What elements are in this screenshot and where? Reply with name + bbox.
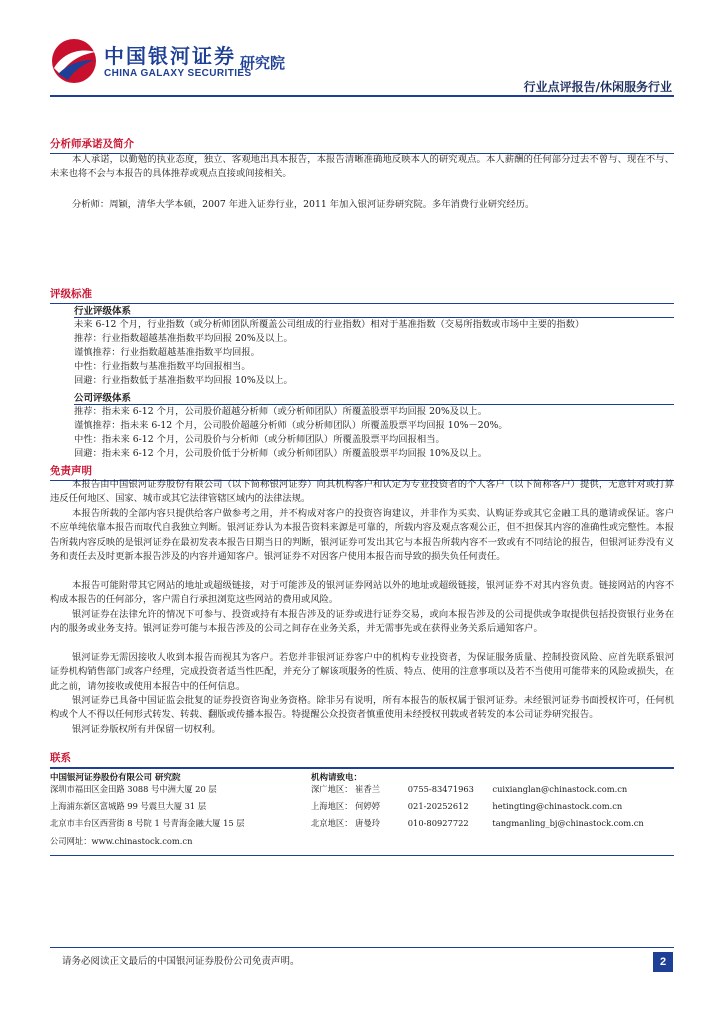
brand-institute: 研究院 xyxy=(240,54,286,72)
rating-heading: 评级标准 xyxy=(50,286,674,304)
analyst-commitment: 本人承诺，以勤勉的执业态度，独立、客观地出具本报告，本报告清晰准确地反映本人的研究观点。本人薪酬的任何部分过去不曾与、现在不与、未来也将不会与本报告的具体推荐或观点直接或间接相关。 xyxy=(50,154,674,180)
brand-name-cn: 中国银河证券 xyxy=(104,44,236,68)
disclaimer-paragraph: 本报告所载的全部内容只提供给客户做参考之用，并不构成对客户的投资咨询建议，并非作为买卖、认购证券或其它金融工具的邀请或保证。客户不应单纯依靠本报告而取代自我独立判断。银河证券认为本报告资料来源是可靠的，所载内容及观点客观公正，但不担保其内容的准确性或完整性。本报告所载内容反映的是银河证券在最初发表本报告日期当日的判断，银河证券可发出其它与本报告所载内容不一致或有不同结论的报告，但银河证券没有义务和责任去及时更新本报告涉及的内容并通知客户。银河证券不对因客户使用本报告而导致的损失负任何责任。 xyxy=(50,508,674,562)
industry-rating-row: 回避：行业指数低于基准指数平均回报 10%及以上。 xyxy=(74,375,293,386)
industry-rating-row: 中性：行业指数与基准指数平均回报相当。 xyxy=(74,361,251,372)
contact-address: 北京市丰台区西营街 8 号院 1 号青海金融大厦 15 层 xyxy=(50,818,245,828)
company-rating-row: 推荐：指未来 6-12 个月，公司股价超越分析师（或分析师团队）所覆盖股票平均回报 20%及以上。 xyxy=(74,406,487,417)
contact-email[interactable]: cuixianglan@chinastock.com.cn xyxy=(492,784,628,794)
region-label: 上海地区： xyxy=(311,801,353,811)
contact-email[interactable]: tangmanling_bj@chinastock.com.cn xyxy=(492,818,644,828)
header-divider xyxy=(50,95,674,97)
institution-contact-title: 机构请致电： xyxy=(311,773,363,783)
company-rating-title: 公司评级体系 xyxy=(74,393,132,404)
industry-rating-row: 推荐：行业指数超越基准指数平均回报 20%及以上。 xyxy=(74,333,293,344)
company-rating-row: 中性：指未来 6-12 个月，公司股价与分析师（或分析师团队）所覆盖股票平均回报相当。 xyxy=(74,434,445,445)
industry-rating-title: 行业评级体系 xyxy=(74,306,132,317)
contact-region-row xyxy=(311,781,627,798)
contact-region-row xyxy=(311,815,644,832)
disclaimer-paragraph: 本报告可能附带其它网站的地址或超级链接，对于可能涉及的银河证券网站以外的地址或超级链接，银河证券不对其内容负责。链接网站的内容不构成本报告的任何部分，客户需自行承担浏览这些网站的费用或风险。 xyxy=(50,580,674,606)
industry-rating-row: 谨慎推荐：行业指数超越基准指数平均回报。 xyxy=(74,347,260,358)
contact-phone: 010-80927722 xyxy=(407,818,469,828)
contact-region-row xyxy=(311,798,622,815)
company-rating-row: 谨慎推荐：指未来 6-12 个月，公司股价超越分析师（或分析师团队）所覆盖股票平均回报 10%－20%。 xyxy=(74,420,508,431)
disclaimer-paragraph: 银河证券在法律允许的情况下可参与、投资或持有本报告涉及的证券或进行证券交易，或向本报告涉及的公司提供或争取提供包括投资银行业务在内的服务或业务支持。银河证券可能与本报告涉及的公司之间存在业务关系，并无需事先或在获得业务关系后通知客户。 xyxy=(50,609,674,635)
contact-name: 崔香兰 xyxy=(355,784,381,794)
region-label: 深广地区： xyxy=(311,784,353,794)
company-rating-row: 回避：指未来 6-12 个月，公司股价低于分析师（或分析师团队）所覆盖股票平均回报 10%及以上。 xyxy=(74,448,487,459)
contact-phone: 0755-83471963 xyxy=(407,784,474,794)
report-type: 行业点评报告/休闲服务行业 xyxy=(523,80,672,94)
disclaimer-paragraph: 银河证券版权所有并保留一切权利。 xyxy=(72,724,221,735)
company-website[interactable]: 公司网址：www.chinastock.com.cn xyxy=(50,836,193,846)
contact-name: 何婷婷 xyxy=(355,801,381,811)
contact-heading: 联系 xyxy=(50,750,674,768)
brand-name-en: CHINA GALAXY SECURITIES xyxy=(104,68,252,79)
industry-rating-row: 未来 6-12 个月，行业指数（或分析师团队所覆盖公司组成的行业指数）相对于基准指数（交易所指数或市场中主要的指数） xyxy=(74,319,585,330)
contact-email[interactable]: hetingting@chinastock.com.cn xyxy=(492,801,623,811)
contact-phone: 021-20252612 xyxy=(407,801,469,811)
analyst-heading: 分析师承诺及简介 xyxy=(50,136,674,154)
disclaimer-paragraph: 本报告由中国银河证券股份有限公司（以下简称银河证券）向其机构客户和认定为专业投资者的个人客户（以下简称客户）提供，无意针对或打算违反任何地区、国家、城市或其它法律管辖区域内的法律法规。 xyxy=(50,479,674,505)
analyst-bio: 分析师：周颖，清华大学本硕，2007 年进入证券行业，2011 年加入银河证券研究院。多年消费行业研究经历。 xyxy=(72,199,535,210)
contact-address: 上海浦东新区富城路 99 号震旦大厦 31 层 xyxy=(50,801,207,811)
footer-notice: 请务必阅读正文最后的中国银河证券股份公司免责声明。 xyxy=(62,956,300,967)
page-number: 2 xyxy=(653,952,673,972)
contact-name: 唐曼玲 xyxy=(355,818,381,828)
contact-address: 深圳市福田区金田路 3088 号中洲大厦 20 层 xyxy=(50,784,217,794)
region-label: 北京地区： xyxy=(311,818,353,828)
disclaimer-paragraph: 银河证券已具备中国证监会批复的证券投资咨询业务资格。除非另有说明，所有本报告的版权属于银河证券。未经银河证券书面授权许可，任何机构或个人不得以任何形式转发、转载、翻版或传播本报告。特提醒公众投资者慎重使用未经授权刊载或者转发的本公司证券研究报告。 xyxy=(50,695,674,721)
disclaimer-heading: 免责声明 xyxy=(50,463,674,481)
footer-divider xyxy=(50,947,674,948)
contact-company: 中国银河证券股份有限公司 研究院 xyxy=(50,773,181,783)
contact-bottom-divider xyxy=(50,855,674,856)
galaxy-logo-icon xyxy=(50,38,100,84)
disclaimer-paragraph: 银河证券无需因接收人收到本报告而视其为客户。若您并非银河证券客户中的机构专业投资者，为保证服务质量、控制投资风险、应首先联系银河证券机构销售部门或客户经理，完成投资者适当性匹配，并充分了解该项服务的性质、特点、使用的注意事项以及若不当使用可能带来的风险或损失，在此之前，请勿接收或使用本报告中的任何信息。 xyxy=(50,652,674,692)
contact-divider xyxy=(50,768,674,769)
